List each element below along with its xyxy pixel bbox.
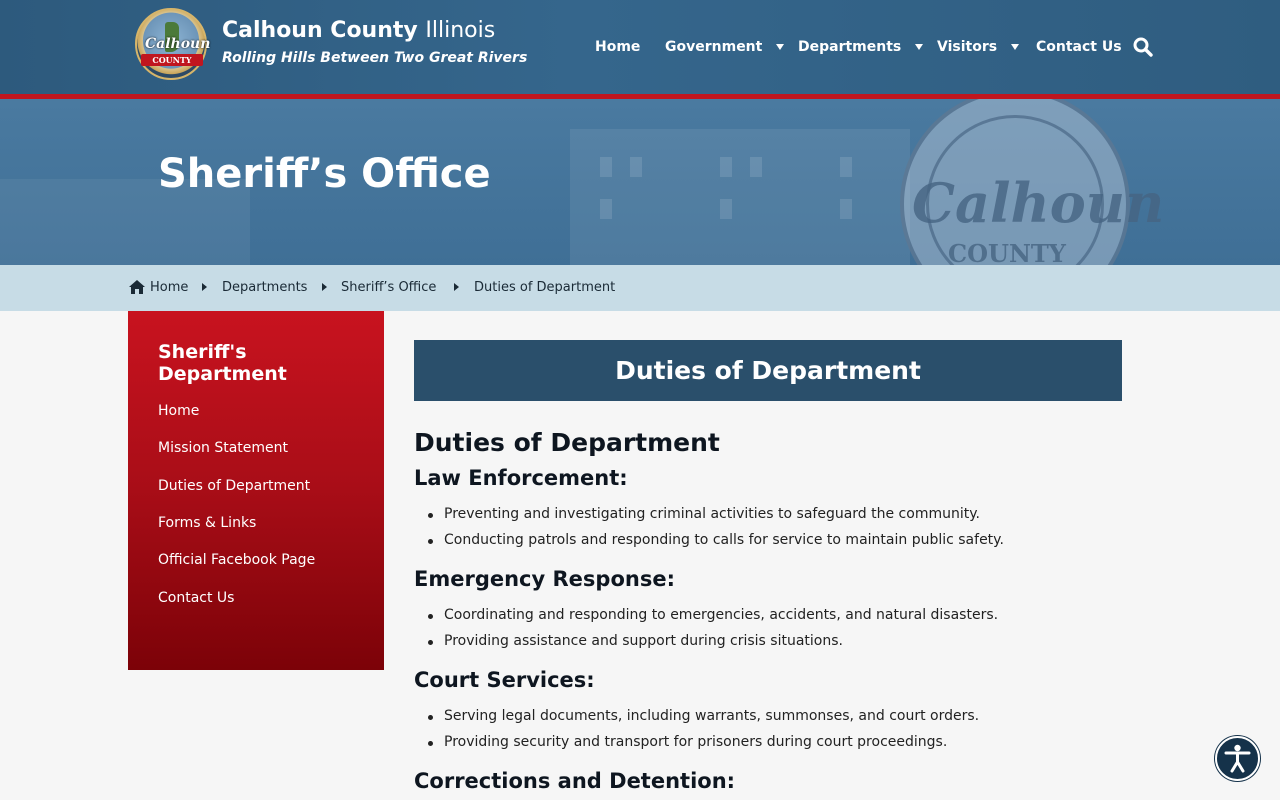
section-title: Court Services: [414, 668, 595, 692]
accessibility-icon [1217, 738, 1258, 779]
sidebar-item-facebook[interactable]: Official Facebook Page [158, 552, 316, 568]
sidebar-title: Sheriff's Department [158, 341, 287, 385]
nav-contact-us[interactable] [1036, 37, 1122, 57]
building-window [840, 157, 852, 177]
section-title: Emergency Response: [414, 567, 675, 591]
breadcrumb-current: Duties of Department [474, 280, 616, 295]
nav-visitors-label: Visitors [937, 39, 998, 55]
site-header [0, 0, 1280, 94]
building-window [720, 157, 732, 177]
county-seal-logo[interactable] [135, 8, 211, 80]
sidebar-item-home[interactable]: Home [158, 403, 200, 419]
nav-government-label: Government [665, 39, 763, 55]
breadcrumb-departments[interactable]: Departments [222, 280, 308, 295]
nav-government[interactable] [665, 37, 784, 57]
sidebar-item-contact[interactable]: Contact Us [158, 590, 235, 606]
chevron-right-icon [454, 283, 459, 291]
building-window [600, 157, 612, 177]
content-heading: Duties of Department [414, 428, 720, 457]
caret-down-icon [915, 44, 923, 50]
sidebar-nav [128, 311, 384, 670]
site-tagline: Rolling Hills Between Two Great Rivers [222, 50, 528, 66]
section-title: Corrections and Detention: [414, 769, 736, 793]
nav-home[interactable] [595, 37, 640, 57]
page-title: Sheriff’s Office [158, 151, 491, 197]
building-window [840, 199, 852, 219]
building-window [600, 199, 612, 219]
chevron-right-icon [322, 283, 327, 291]
seal-county-text: COUNTY [948, 239, 1066, 265]
nav-departments[interactable] [798, 37, 923, 57]
building-window [720, 199, 732, 219]
list-item: Conducting patrols and responding to calls for service to maintain public safety. [444, 532, 1004, 548]
caret-down-icon [1011, 44, 1019, 50]
sidebar-item-forms-links[interactable]: Forms & Links [158, 515, 257, 531]
nav-departments-label: Departments [798, 39, 902, 55]
list-item: Coordinating and responding to emergencies, accidents, and natural disasters. [444, 607, 999, 623]
site-name-light: Illinois [425, 18, 496, 43]
home-icon[interactable] [128, 279, 146, 295]
site-name[interactable] [222, 18, 495, 43]
sidebar-item-duties[interactable]: Duties of Department [158, 478, 311, 494]
hero-background-building [570, 129, 910, 265]
section-title: Law Enforcement: [414, 466, 628, 490]
logo-ribbon: COUNTY [141, 54, 203, 66]
chevron-right-icon [202, 283, 207, 291]
nav-visitors[interactable] [937, 37, 1019, 57]
nav-contact-label: Contact Us [1036, 39, 1122, 55]
list-item: Providing assistance and support during crisis situations. [444, 633, 843, 649]
hero-banner [0, 99, 1280, 265]
seal-script-text: Calhoun [912, 171, 1165, 235]
nav-home-label: Home [595, 39, 641, 55]
breadcrumb [0, 265, 1280, 311]
caret-down-icon [776, 44, 784, 50]
logo-script-text: Calhoun [145, 36, 211, 52]
search-icon[interactable] [1133, 37, 1153, 57]
sidebar-item-mission-statement[interactable]: Mission Statement [158, 440, 289, 456]
list-item: Providing security and transport for prisoners during court proceedings. [444, 734, 948, 750]
list-item: Serving legal documents, including warrants, summonses, and court orders. [444, 708, 980, 724]
building-window [750, 157, 762, 177]
county-seal-watermark [900, 99, 1165, 265]
site-name-bold: Calhoun County [222, 18, 418, 43]
breadcrumb-home[interactable]: Home [150, 280, 189, 295]
building-window [630, 157, 642, 177]
breadcrumb-sheriffs-office[interactable]: Sheriff’s Office [341, 280, 437, 295]
content-banner: Duties of Department [414, 340, 1122, 401]
accessibility-button[interactable] [1215, 736, 1260, 781]
list-item: Preventing and investigating criminal activities to safeguard the community. [444, 506, 980, 522]
